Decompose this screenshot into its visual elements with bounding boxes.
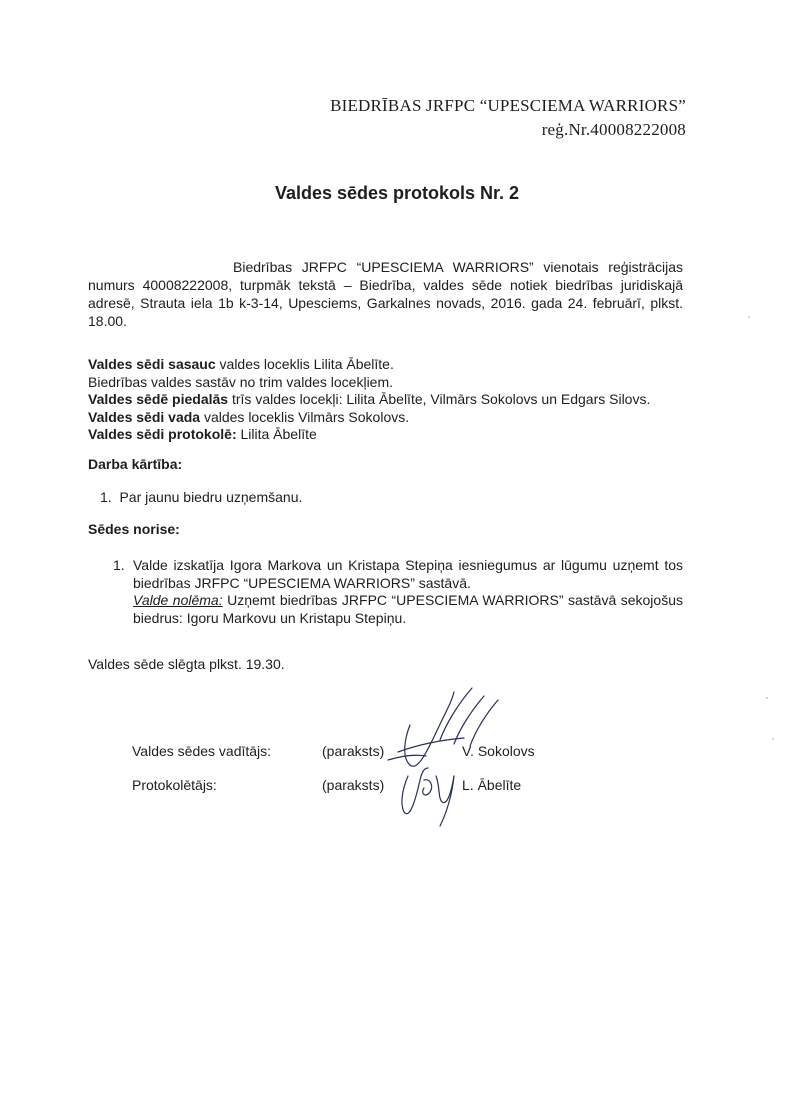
board-attendance-text: trīs valdes locekļi: Lilita Ābelīte, Vilmārs Sokolovs un Edgars Silovs.: [228, 391, 651, 407]
decision-line: [133, 592, 683, 627]
signatory-name: L. Ābelīte: [462, 777, 522, 793]
agenda-item-text: Par jaunu biedru uzņemšanu.: [119, 489, 303, 505]
board-minutes-text: Lilita Ābelīte: [236, 426, 317, 442]
board-chair-line: [88, 409, 688, 427]
board-attendance-line: [88, 391, 688, 409]
signatory-name: V. Sokolovs: [462, 743, 535, 759]
decision-text: Uzņemt biedrības JRFPC “UPESCIEMA WARRIORS” sastāvā sekojošus biedrus: Igoru Markovu un Kristapu Stepiņu.: [133, 592, 683, 626]
decision-label: Valde nolēma:: [133, 592, 223, 608]
board-chair-label: Valdes sēdi vada: [88, 408, 201, 425]
scan-speck: [772, 738, 774, 740]
board-convened-label: Valdes sēdi sasauc: [88, 356, 216, 372]
board-attendance-label: Valdes sēdē piedalās: [88, 391, 229, 407]
board-minutes-line: [88, 426, 688, 444]
signature-role: Valdes sēdes vadītājs:: [132, 743, 272, 759]
organization-name: BIEDRĪBAS JRFPC “UPESCIEMA WARRIORS”: [330, 96, 686, 115]
proceedings-item-number: 1.: [113, 557, 125, 573]
document-title: Valdes sēdes protokols Nr. 2: [274, 183, 520, 203]
board-minutes-label: Valdes sēdi protokolē:: [88, 426, 237, 442]
signature-mark: (paraksts): [322, 777, 385, 793]
proceedings-item: [113, 557, 683, 627]
board-info: [88, 356, 688, 444]
board-chair-text: valdes loceklis Vilmārs Sokolovs.: [200, 408, 410, 425]
proceedings-item-body: [113, 557, 683, 627]
agenda-item: [100, 489, 302, 505]
closing-statement: Valdes sēde slēgta plkst. 19.30.: [88, 656, 285, 672]
signature-role: Protokolētājs:: [132, 777, 217, 793]
proceedings-heading: Sēdes norise:: [88, 521, 180, 537]
board-composition-line: Biedrības valdes sastāv no trim valdes locekļiem.: [88, 373, 394, 390]
agenda-heading: Darba kārtība:: [88, 456, 183, 472]
intro-paragraph: [88, 258, 683, 330]
signature-mark: (paraksts): [322, 743, 385, 759]
registration-number: reģ.Nr.40008222008: [541, 120, 686, 139]
intro-text: Biedrības JRFPC “UPESCIEMA WARRIORS” vienotais reģistrācijas numurs 40008222008, turpmāk tekstā – Biedrība, valdes sēde notiek biedrības juridiskajā adresē, Strauta iela 1b k-3-14, Upesciems, Garkalnes novads, 2016. gada 24. februārī, plkst. 18.00.: [88, 259, 683, 329]
agenda-item-number: 1.: [100, 489, 112, 505]
board-convened-line: [88, 356, 688, 374]
scan-speck: [748, 316, 750, 318]
proceedings-item-text: Valde izskatīja Igora Markova un Kristapa Stepiņa iesniegumus ar lūgumu uzņemt tos biedrības JRFPC “UPESCIEMA WARRIORS” sastāvā.: [133, 557, 683, 591]
scan-speck: [766, 697, 768, 699]
board-convened-text: valdes loceklis Lilita Ābelīte.: [215, 356, 394, 372]
handwritten-signatures: [380, 680, 520, 830]
